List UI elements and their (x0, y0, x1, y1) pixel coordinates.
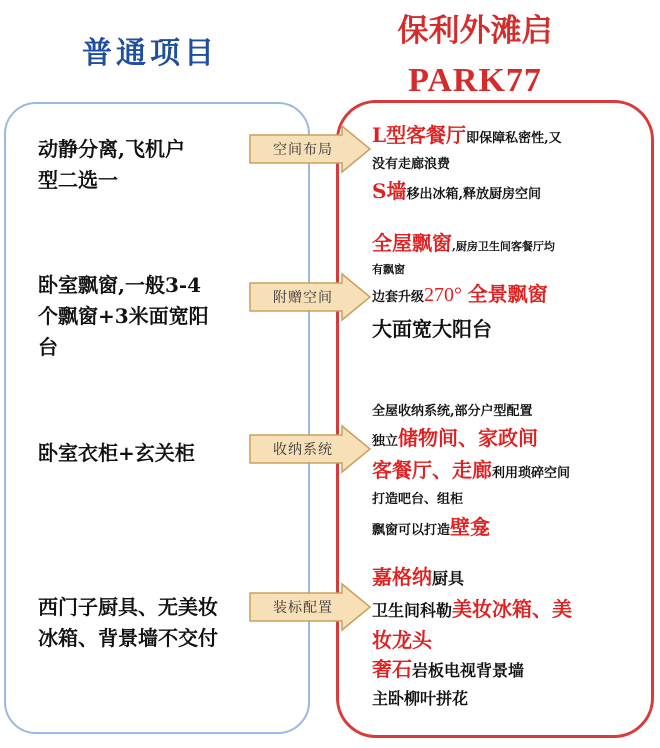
highlight-beauty-faucet: 妆龙头 (372, 628, 432, 652)
left-item-storage (38, 438, 195, 469)
arrow-layout (248, 124, 372, 174)
arrow-storage (248, 424, 372, 474)
arrow-bonus-space (248, 272, 372, 322)
text-privacy: 即保障私密性,又 (466, 131, 562, 146)
highlight-s-wall: S墙 (372, 179, 407, 203)
right-block-bonus-space (372, 228, 654, 344)
left-item-bonus-space (38, 270, 209, 363)
highlight-beauty-fridge: 美妆冰箱、美 (452, 597, 573, 621)
left-item-finishing-line1: 西门子厨具、无美妆 (38, 595, 218, 619)
text-use-space: 利用琐碎空间 (492, 466, 571, 481)
text-kohler-bathroom: 卫生间科勒 (372, 601, 453, 620)
highlight-panoramic-window: 全景飘窗 (467, 282, 548, 306)
left-item-layout-line2: 型二选一 (38, 168, 118, 192)
text-has-bay-window: 有飘窗 (372, 263, 405, 276)
text-bar-cabinet: 打造吧台、组柜 (372, 492, 464, 507)
text-kitchenware: 厨具 (432, 569, 465, 588)
left-item-bonus-line2: 个飘窗+3米面宽阳 (38, 304, 209, 328)
highlight-l-living-room: L型客餐厅 (372, 123, 467, 147)
left-item-finishing-line2: 冰箱、背景墙不交付 (38, 626, 218, 650)
text-bay-window-rooms: ,厨房卫生间客餐厅均 (452, 240, 555, 253)
arrow-storage-label: 收纳系统 (273, 442, 333, 458)
text-herringbone-floor: 主卧柳叶拼花 (372, 689, 469, 708)
highlight-living-corridor: 客餐厅、走廊 (372, 458, 492, 482)
left-item-finishing (38, 592, 218, 654)
right-block-storage (372, 400, 654, 546)
text-bay-window-niche: 飘窗可以打造 (372, 523, 451, 538)
right-title-line2: PARK77 (408, 61, 542, 99)
left-column-title: 普通项目 (82, 36, 218, 71)
left-item-layout (38, 134, 185, 196)
text-kitchen-space: 移出冰箱,释放厨房空间 (406, 187, 541, 202)
arrow-finishing (248, 582, 372, 632)
left-item-storage-line1: 卧室衣柜+玄关柜 (38, 441, 195, 465)
highlight-gaggenau: 嘉格纳 (372, 565, 432, 589)
arrow-bonus-space-label: 附赠空间 (273, 290, 333, 306)
highlight-luxury-stone: 奢石 (372, 657, 412, 681)
left-item-bonus-line1: 卧室飘窗,一般3-4 (38, 273, 202, 297)
right-block-layout (372, 120, 654, 210)
highlight-full-bay-window: 全屋飘窗 (372, 231, 452, 255)
text-wide-balcony: 大面宽大阳台 (372, 317, 492, 341)
right-title-line1: 保利外滩启 (397, 13, 553, 49)
highlight-storage-room: 储物间、家政间 (398, 426, 539, 450)
text-storage-system: 全屋收纳系统,部分户型配置 (372, 404, 533, 419)
highlight-270-degree: 270° (424, 284, 463, 306)
right-column-title (360, 8, 590, 106)
text-no-corridor: 没有走廊浪费 (372, 157, 451, 172)
text-tv-wall: 岩板电视背景墙 (412, 661, 525, 680)
text-independent: 独立 (372, 434, 399, 449)
highlight-niche: 壁龛 (450, 515, 491, 539)
text-corner-upgrade: 边套升级 (372, 290, 425, 305)
arrow-layout-label: 空间布局 (273, 142, 333, 158)
left-item-bonus-line3: 台 (38, 335, 58, 359)
right-block-finishing (372, 562, 654, 712)
arrow-finishing-label: 装标配置 (273, 600, 333, 616)
left-item-layout-line1: 动静分离,飞机户 (38, 137, 185, 161)
